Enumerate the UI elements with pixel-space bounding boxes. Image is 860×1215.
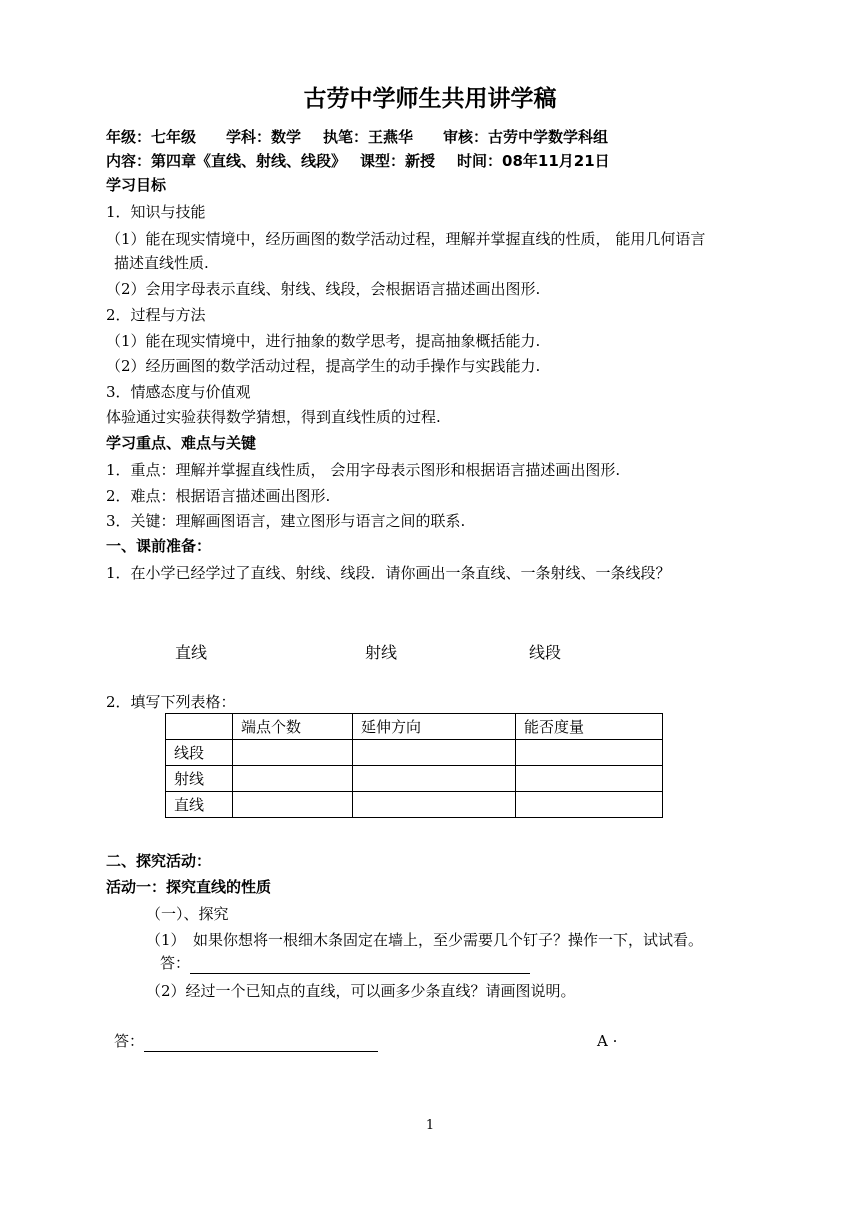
row-label: 线段 [166, 740, 233, 766]
objective-section-1: 1．知识与技能 [106, 203, 206, 221]
explore-question-2: （2）经过一个已知点的直线，可以画多少条直线？请画图说明。 [146, 982, 576, 1000]
prep-question-2: 2．填写下列表格： [106, 693, 236, 711]
explore-subheading: （一）、探究 [146, 905, 229, 923]
objective-section-2: 2．过程与方法 [106, 306, 206, 324]
blank-cell[interactable] [353, 740, 516, 766]
lesson-type-field: 课型：新授 [360, 152, 436, 170]
table-header-cell [166, 714, 233, 740]
keypoint-1: 1．重点：理解并掌握直线性质， 会用字母表示图形和根据语言描述画出图形. [106, 461, 621, 479]
objective-section-3: 3．情感态度与价值观 [106, 383, 251, 401]
page-title: 古劳中学师生共用讲学稿 [303, 86, 557, 112]
prep-heading: 一、课前准备： [106, 537, 212, 555]
objective-3-1: 体验通过实验获得数学猜想，得到直线性质的过程. [106, 408, 441, 426]
answer-row-1 [160, 952, 530, 974]
blank-cell[interactable] [516, 792, 663, 818]
blank-cell[interactable] [516, 766, 663, 792]
blank-cell[interactable] [353, 792, 516, 818]
properties-table [165, 713, 663, 818]
table-header-cell: 延伸方向 [353, 714, 516, 740]
meta-row-1 [106, 126, 608, 148]
answer-label: 答： [160, 954, 191, 972]
content-field: 内容：第四章《直线、射线、线段》 [106, 152, 347, 170]
time-field: 时间：08年11月21日 [457, 152, 610, 170]
reviewer-field: 审核：古劳中学数学科组 [443, 128, 609, 146]
label-straight-line: 直线 [175, 643, 208, 662]
answer-row-2 [114, 1030, 378, 1052]
objective-1-2: （2）会用字母表示直线、射线、线段，会根据语言描述画出图形. [106, 280, 541, 298]
blank-cell[interactable] [233, 740, 353, 766]
blank-cell[interactable] [233, 792, 353, 818]
objective-1-1-line-a: （1）能在现实情境中，经历画图的数学活动过程，理解并掌握直线的性质， 能用几何语言 [106, 230, 706, 248]
grade-field: 年级：七年级 [106, 128, 197, 146]
answer-blank-2[interactable] [144, 1036, 378, 1052]
table-header-cell: 能否度量 [516, 714, 663, 740]
blank-cell[interactable] [233, 766, 353, 792]
objectives-heading: 学习目标 [106, 176, 167, 194]
answer-label: 答： [114, 1032, 145, 1050]
table-row [166, 766, 663, 792]
blank-cell[interactable] [353, 766, 516, 792]
row-label: 直线 [166, 792, 233, 818]
activity-1-heading: 活动一：探究直线的性质 [106, 878, 272, 896]
meta-row-2 [106, 150, 610, 172]
keypoints-heading: 学习重点、难点与关键 [106, 434, 257, 452]
answer-blank-1[interactable] [190, 958, 530, 974]
point-a-label: A · [597, 1032, 618, 1050]
keypoint-2: 2．难点：根据语言描述画出图形. [106, 487, 331, 505]
table-row [166, 740, 663, 766]
objective-2-2: （2）经历画图的数学活动过程，提高学生的动手操作与实践能力. [106, 357, 541, 375]
page-number: 1 [425, 1118, 435, 1133]
table-header-row [166, 714, 663, 740]
explore-question-1: （1） 如果你想将一根细木条固定在墙上，至少需要几个钉子？操作一下，试试看。 [146, 931, 704, 949]
blank-cell[interactable] [516, 740, 663, 766]
label-segment: 线段 [529, 643, 562, 662]
objective-2-1: （1）能在现实情境中，进行抽象的数学思考，提高抽象概括能力. [106, 332, 541, 350]
author-field: 执笔：王燕华 [323, 128, 414, 146]
table-row [166, 792, 663, 818]
row-label: 射线 [166, 766, 233, 792]
keypoint-3: 3．关键：理解画图语言，建立图形与语言之间的联系. [106, 512, 466, 530]
prep-question-1: 1．在小学已经学过了直线、射线、线段．请你画出一条直线、一条射线、一条线段？ [106, 564, 671, 582]
subject-field: 学科：数学 [226, 128, 302, 146]
objective-1-1-line-b: 描述直线性质. [114, 254, 209, 272]
label-ray: 射线 [365, 643, 398, 662]
table-header-cell: 端点个数 [233, 714, 353, 740]
explore-heading: 二、探究活动： [106, 852, 212, 870]
